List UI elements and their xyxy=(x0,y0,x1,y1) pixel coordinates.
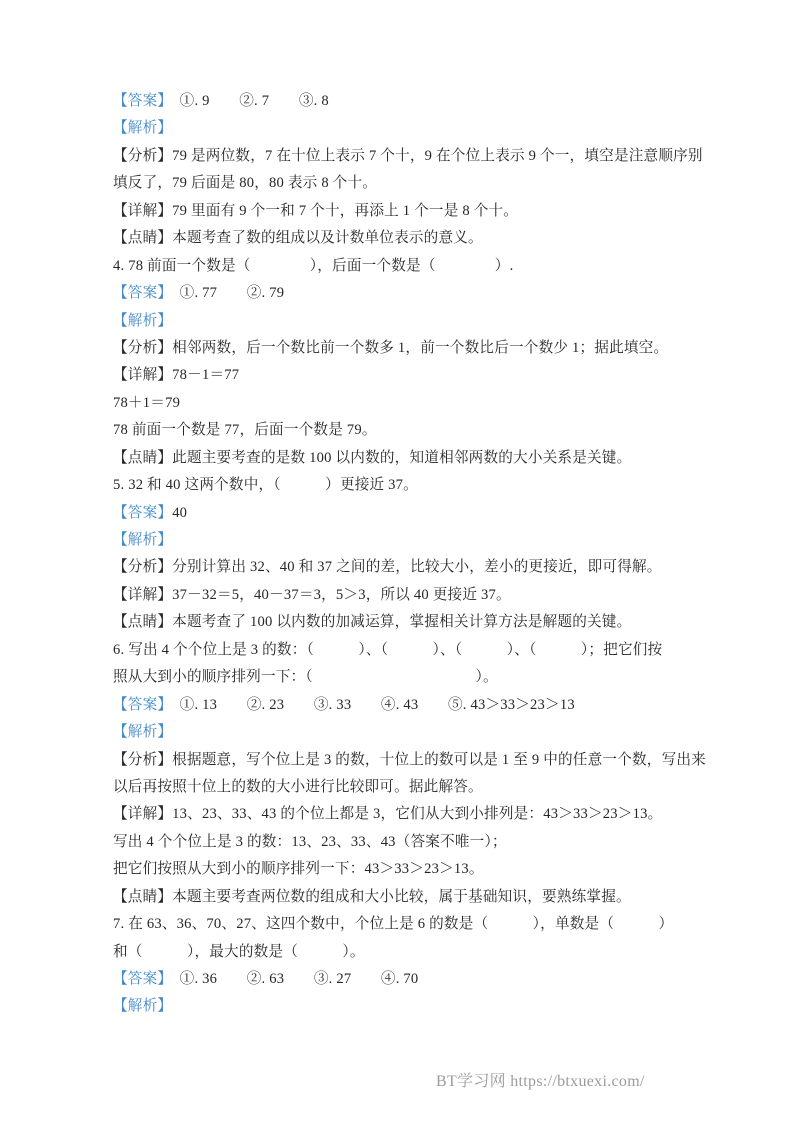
line-text: ①. 13 ②. 23 ③. 33 ④. 43 ⑤. 43＞33＞23＞13 xyxy=(164,696,575,713)
line-text: 【分析】相邻两数，后一个数比前一个数多 1，前一个数比后一个数少 1；据此填空。 xyxy=(113,339,669,356)
line-text: 照从大到小的顺序排列一下：（ ）。 xyxy=(113,669,498,686)
document-line xyxy=(113,911,683,938)
line-text: ①. 77 ②. 79 xyxy=(164,285,285,302)
document-line xyxy=(113,884,683,911)
section-label: 【解析】 xyxy=(113,532,173,548)
line-text: 【点睛】本题考查了数的组成以及计数单位表示的意义。 xyxy=(113,230,483,247)
line-text: 【详解】78－1＝77 xyxy=(113,367,240,384)
section-label: 【答案】 xyxy=(113,696,165,713)
document-line xyxy=(113,335,683,362)
line-text: 写出 4 个个位上是 3 的数：13、23、33、43（答案不唯一）； xyxy=(113,833,507,850)
document-line xyxy=(113,829,683,856)
section-label: 【解析】 xyxy=(113,724,173,741)
line-text: 78＋1＝79 xyxy=(113,394,181,411)
document-line xyxy=(113,472,683,499)
document-line xyxy=(113,582,683,609)
line-text: 【点睛】此题主要考查的是数 100 以内数的，知道相邻两数的大小关系是关键。 xyxy=(113,449,632,466)
line-text: 5. 32 和 40 这两个数中，（ ）更接近 37。 xyxy=(113,477,418,494)
section-label: 【解析】 xyxy=(113,120,173,137)
line-text: 和（ ），最大的数是（ ）。 xyxy=(113,943,365,960)
section-label: 【答案】 xyxy=(113,971,165,987)
document-line xyxy=(113,143,703,170)
document-line xyxy=(113,554,683,581)
document-line xyxy=(113,527,683,554)
line-text: 7. 在 63、36、70、27、这四个数中，个位上是 6 的数是（ ），单数是（ ） xyxy=(113,916,674,933)
line-text: 【点睛】本题主要考查两位数的组成和大小比较，属于基础知识，要熟练掌握。 xyxy=(113,888,631,905)
line-text: 填反了，79 后面是 80，80 表示 8 个十。 xyxy=(113,175,378,192)
document-line xyxy=(113,966,683,993)
line-text: 以后再按照十位上的数的大小进行比较即可。据此解答。 xyxy=(113,778,483,795)
document-line xyxy=(113,719,683,746)
document-line xyxy=(113,856,683,883)
section-label: 【解析】 xyxy=(113,312,173,329)
document-line xyxy=(113,280,683,307)
line-text: 【点睛】本题考查了 100 以内数的加减运算，掌握相关计算方法是解题的关键。 xyxy=(113,614,632,631)
document-line xyxy=(113,253,683,280)
document-line xyxy=(113,500,683,527)
document-line xyxy=(113,362,683,389)
section-label: 【解析】 xyxy=(113,998,173,1015)
document-line xyxy=(113,993,683,1020)
document-line xyxy=(113,747,706,774)
line-text: 【详解】13、23、33、43 的个位上都是 3，它们从大到小排列是：43＞33＞23＞13。 xyxy=(113,806,663,823)
document-line xyxy=(113,225,683,252)
document-body xyxy=(113,88,706,1021)
document-line xyxy=(113,417,683,444)
site-watermark: BT学习网 https://btxuexi.com/ xyxy=(436,1073,645,1090)
line-text: ①. 9 ②. 7 ③. 8 xyxy=(164,93,329,109)
line-text: 40 xyxy=(172,504,188,521)
document-line xyxy=(113,88,683,115)
document-line xyxy=(113,198,683,225)
line-text: 【分析】根据题意，写个位上是 3 的数，十位上的数可以是 1 至 9 中的任意一个数，写出来 xyxy=(113,751,706,768)
document-line xyxy=(113,445,683,472)
line-text: 78 前面一个数是 77，后面一个数是 79。 xyxy=(113,422,377,439)
document-line xyxy=(113,774,683,801)
line-text: 4. 78 前面一个数是（ ），后面一个数是（ ）. xyxy=(113,257,514,274)
document-line xyxy=(113,170,683,197)
line-text: 【分析】79 是两位数，7 在十位上表示 7 个十，9 在个位上表示 9 个一，填空是注意顺序别 xyxy=(113,147,703,164)
line-text: 6. 写出 4 个个位上是 3 的数：（ ）、（ ）、（ ）、（ ）；把它们按 xyxy=(113,641,663,658)
line-text: 【分析】分别计算出 32、40 和 37 之间的差，比较大小，差小的更接近，即可得解。 xyxy=(113,559,662,576)
document-line xyxy=(113,308,683,335)
section-label: 【答案】 xyxy=(113,504,173,521)
line-text: 把它们按照从大到小的顺序排列一下：43＞33＞23＞13。 xyxy=(113,861,484,878)
document-line xyxy=(113,115,683,142)
line-text: ①. 36 ②. 63 ③. 27 ④. 70 xyxy=(164,971,419,987)
document-line xyxy=(113,664,683,691)
document-line xyxy=(113,609,683,636)
section-label: 【答案】 xyxy=(113,93,165,109)
document-line xyxy=(113,692,683,719)
document-line xyxy=(113,939,683,966)
document-line xyxy=(113,801,683,828)
section-label: 【答案】 xyxy=(113,285,165,302)
line-text: 【详解】37－32＝5，40－37＝3，5＞3，所以 40 更接近 37。 xyxy=(113,586,511,603)
line-text: 【详解】79 里面有 9 个一和 7 个十，再添上 1 个一是 8 个十。 xyxy=(113,202,519,219)
document-line xyxy=(113,637,683,664)
document-line xyxy=(113,390,683,417)
